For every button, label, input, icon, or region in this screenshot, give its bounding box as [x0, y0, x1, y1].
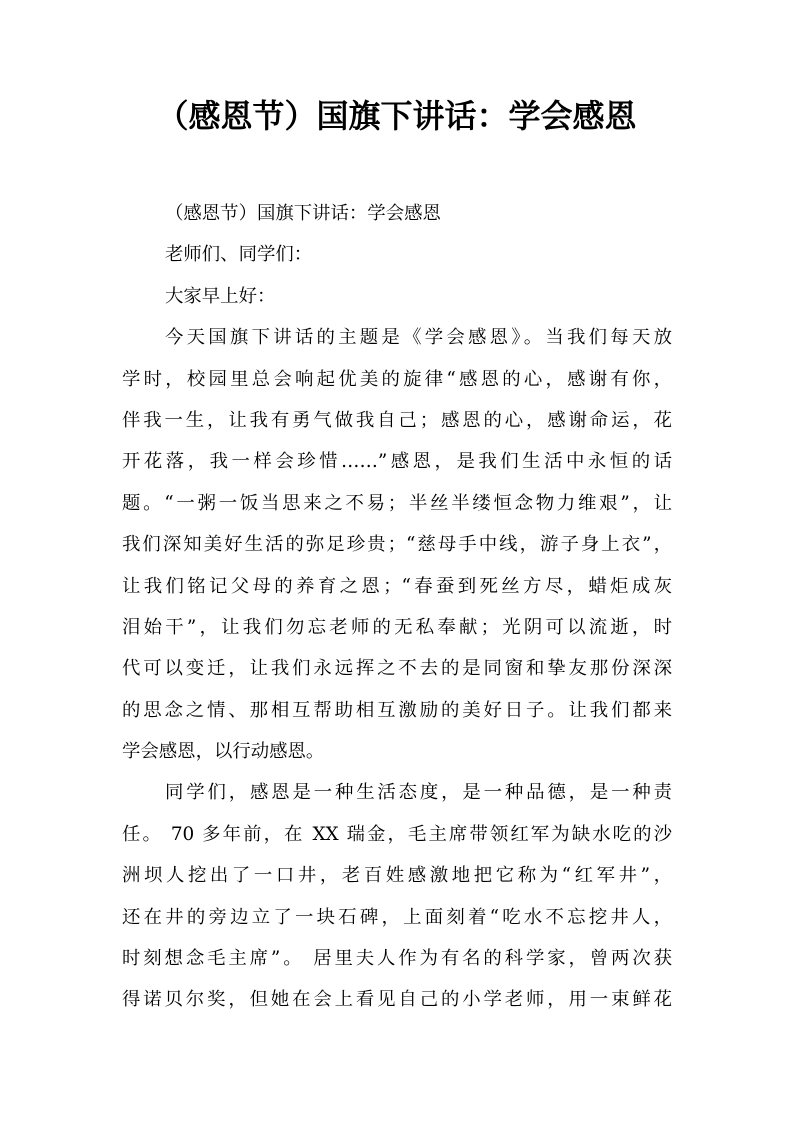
body-line: 伴我一生，让我有勇气做我自己；感恩的心，感谢命运，花: [122, 409, 672, 431]
document-title: （感恩节）国旗下讲话：学会感恩: [156, 97, 637, 135]
body-line: 代可以变迁，让我们永远挥之不去的是同窗和挚友那份深深: [122, 658, 672, 680]
document-body: [122, 193, 672, 1021]
body-line: 还在井的旁边立了一块石碑，上面刻着“吃水不忘挖井人，: [122, 906, 672, 928]
body-line: 任。 70 多年前，在 XX 瑞金，毛主席带领红军为缺水吃的沙: [122, 823, 672, 845]
body-line: 得诺贝尔奖，但她在会上看见自己的小学老师，用一束鲜花: [122, 989, 672, 1011]
body-line: 泪始干”，让我们勿忘老师的无私奉献；光阴可以流逝，时: [122, 616, 672, 638]
body-line: 学时，校园里总会响起优美的旋律“感恩的心，感谢有你，: [122, 368, 672, 390]
body-line: 老师们、同学们：: [165, 244, 313, 266]
body-line: 今天国旗下讲话的主题是《学会感恩》。当我们每天放: [165, 327, 672, 349]
body-line: （感恩节）国旗下讲话：学会感恩: [165, 203, 441, 224]
body-line: 题。“一粥一饭当思来之不易；半丝半缕恒念物力维艰”，让: [122, 492, 672, 514]
body-line: 的思念之情、那相互帮助相互激励的美好日子。让我们都来: [122, 699, 672, 721]
body-line: 开花落，我一样会珍惜……”感恩，是我们生活中永恒的话: [122, 451, 672, 473]
body-line: 同学们，感恩是一种生活态度，是一种品德，是一种责: [165, 782, 672, 804]
body-line: 学会感恩，以行动感恩。: [122, 741, 325, 763]
body-line: 大家早上好：: [165, 285, 276, 307]
body-line: 我们深知美好生活的弥足珍贵；“慈母手中线，游子身上衣”，: [122, 534, 672, 556]
body-line: 让我们铭记父母的养育之恩；“春蚕到死丝方尽，蜡炬成灰: [122, 575, 672, 597]
body-line: 洲坝人挖出了一口井，老百姓感激地把它称为“红军井”，: [122, 865, 672, 887]
body-line: 时刻想念毛主席”。 居里夫人作为有名的科学家，曾两次获: [122, 948, 672, 970]
